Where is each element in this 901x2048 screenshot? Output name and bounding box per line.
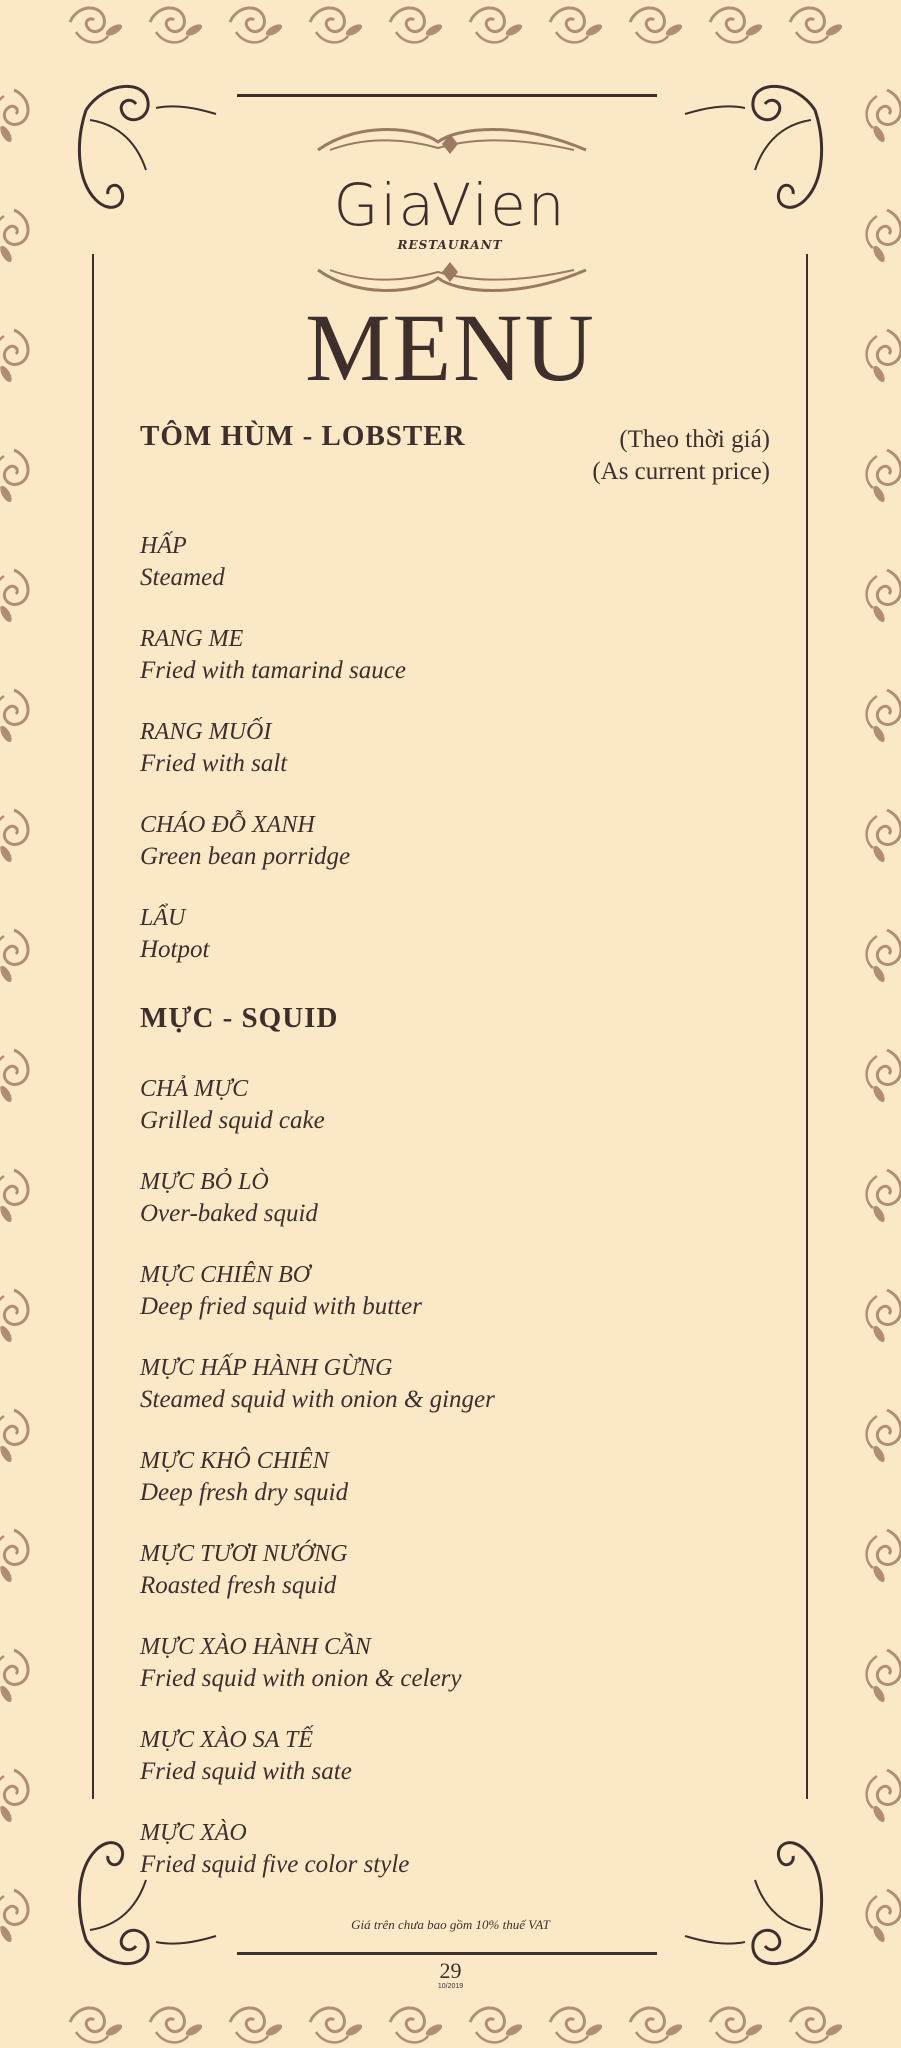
- section-title: TÔM HÙM - LOBSTER: [140, 420, 466, 452]
- item-name-vn: RANG ME: [140, 626, 244, 652]
- item-name-vn: MỰC CHIÊN BƠ: [140, 1262, 311, 1288]
- left-rule: [92, 254, 94, 1799]
- price-note-vn: (Theo thời giá): [619, 426, 770, 453]
- item-name-en: Over-baked squid: [140, 1200, 318, 1227]
- logo-subtitle: RESTAURANT: [397, 238, 503, 252]
- right-rule: [806, 254, 808, 1799]
- item-name-en: Fried squid with sate: [140, 1758, 352, 1785]
- item-name-en: Roasted fresh squid: [140, 1572, 337, 1599]
- logo-name: GiaVien: [333, 171, 567, 239]
- restaurant-logo: [300, 120, 600, 252]
- item-name-vn: RANG MUỐI: [140, 719, 272, 745]
- item-name-en: Deep fried squid with butter: [140, 1293, 422, 1320]
- menu-item: [140, 1166, 318, 1230]
- corner-flourish-bottom-right: [685, 1843, 822, 1964]
- item-name-vn: MỰC XÀO SA TẾ: [140, 1727, 313, 1753]
- page-number: 29: [439, 1958, 462, 1983]
- price-note: [592, 424, 770, 488]
- vat-note: Giá trên chưa bao gồm 10% thuế VAT: [351, 1917, 550, 1932]
- section-title: MỰC - SQUID: [140, 1002, 339, 1034]
- item-name-vn: MỰC KHÔ CHIÊN: [140, 1448, 329, 1474]
- item-name-vn: MỰC XÀO: [140, 1820, 247, 1846]
- menu-item: [140, 1538, 348, 1602]
- section-header-squid: [140, 1002, 770, 1062]
- item-name-en: Steamed: [140, 564, 225, 591]
- menu-item: [140, 1445, 348, 1509]
- corner-flourish-top-right: [685, 86, 822, 207]
- item-name-en: Steamed squid with onion & ginger: [140, 1386, 495, 1413]
- item-name-vn: MỰC BỎ LÒ: [140, 1169, 269, 1195]
- item-name-en: Hotpot: [140, 936, 210, 963]
- item-name-vn: MỰC XÀO HÀNH CẦN: [140, 1634, 371, 1660]
- item-name-vn: MỰC HẤP HÀNH GỪNG: [140, 1355, 393, 1381]
- item-name-en: Fried with salt: [140, 750, 288, 777]
- logo-bottom-ornament: [318, 262, 586, 291]
- top-rule: [237, 94, 657, 97]
- corner-flourish-top-left: [79, 86, 216, 207]
- item-name-vn: MỰC TƯƠI NƯỚNG: [140, 1541, 348, 1567]
- menu-item: [140, 1259, 422, 1323]
- menu-item: [140, 809, 350, 873]
- item-name-vn: LẨU: [140, 905, 186, 931]
- item-name-en: Fried squid with onion & celery: [140, 1665, 462, 1692]
- menu-item: [140, 1724, 352, 1788]
- page-date: 10/2019: [437, 1983, 464, 1990]
- item-name-en: Deep fresh dry squid: [140, 1479, 349, 1506]
- menu-item: [140, 902, 209, 966]
- menu-item: [140, 1631, 461, 1695]
- item-name-en: Grilled squid cake: [140, 1107, 325, 1134]
- section-header-lobster: [140, 420, 770, 485]
- item-name-en: Fried with tamarind sauce: [140, 657, 406, 684]
- bottom-rule: [237, 1952, 657, 1955]
- page-title: MENU: [305, 294, 596, 401]
- menu-item: [140, 1073, 325, 1137]
- menu-item: [140, 1817, 409, 1881]
- item-name-vn: CHÁO ĐỖ XANH: [140, 812, 315, 838]
- menu-item: [140, 530, 225, 594]
- menu-item: [140, 716, 287, 780]
- bottom-border-ornament: [70, 2008, 844, 2042]
- top-border-ornament: [70, 8, 844, 42]
- item-name-en: Fried squid five color style: [140, 1851, 410, 1878]
- item-name-en: Green bean porridge: [140, 843, 351, 870]
- item-name-vn: CHẢ MỰC: [140, 1076, 249, 1102]
- item-name-vn: HẤP: [140, 533, 187, 559]
- menu-item: [140, 1352, 495, 1416]
- price-note-en: (As current price): [592, 458, 770, 485]
- menu-item: [140, 623, 406, 687]
